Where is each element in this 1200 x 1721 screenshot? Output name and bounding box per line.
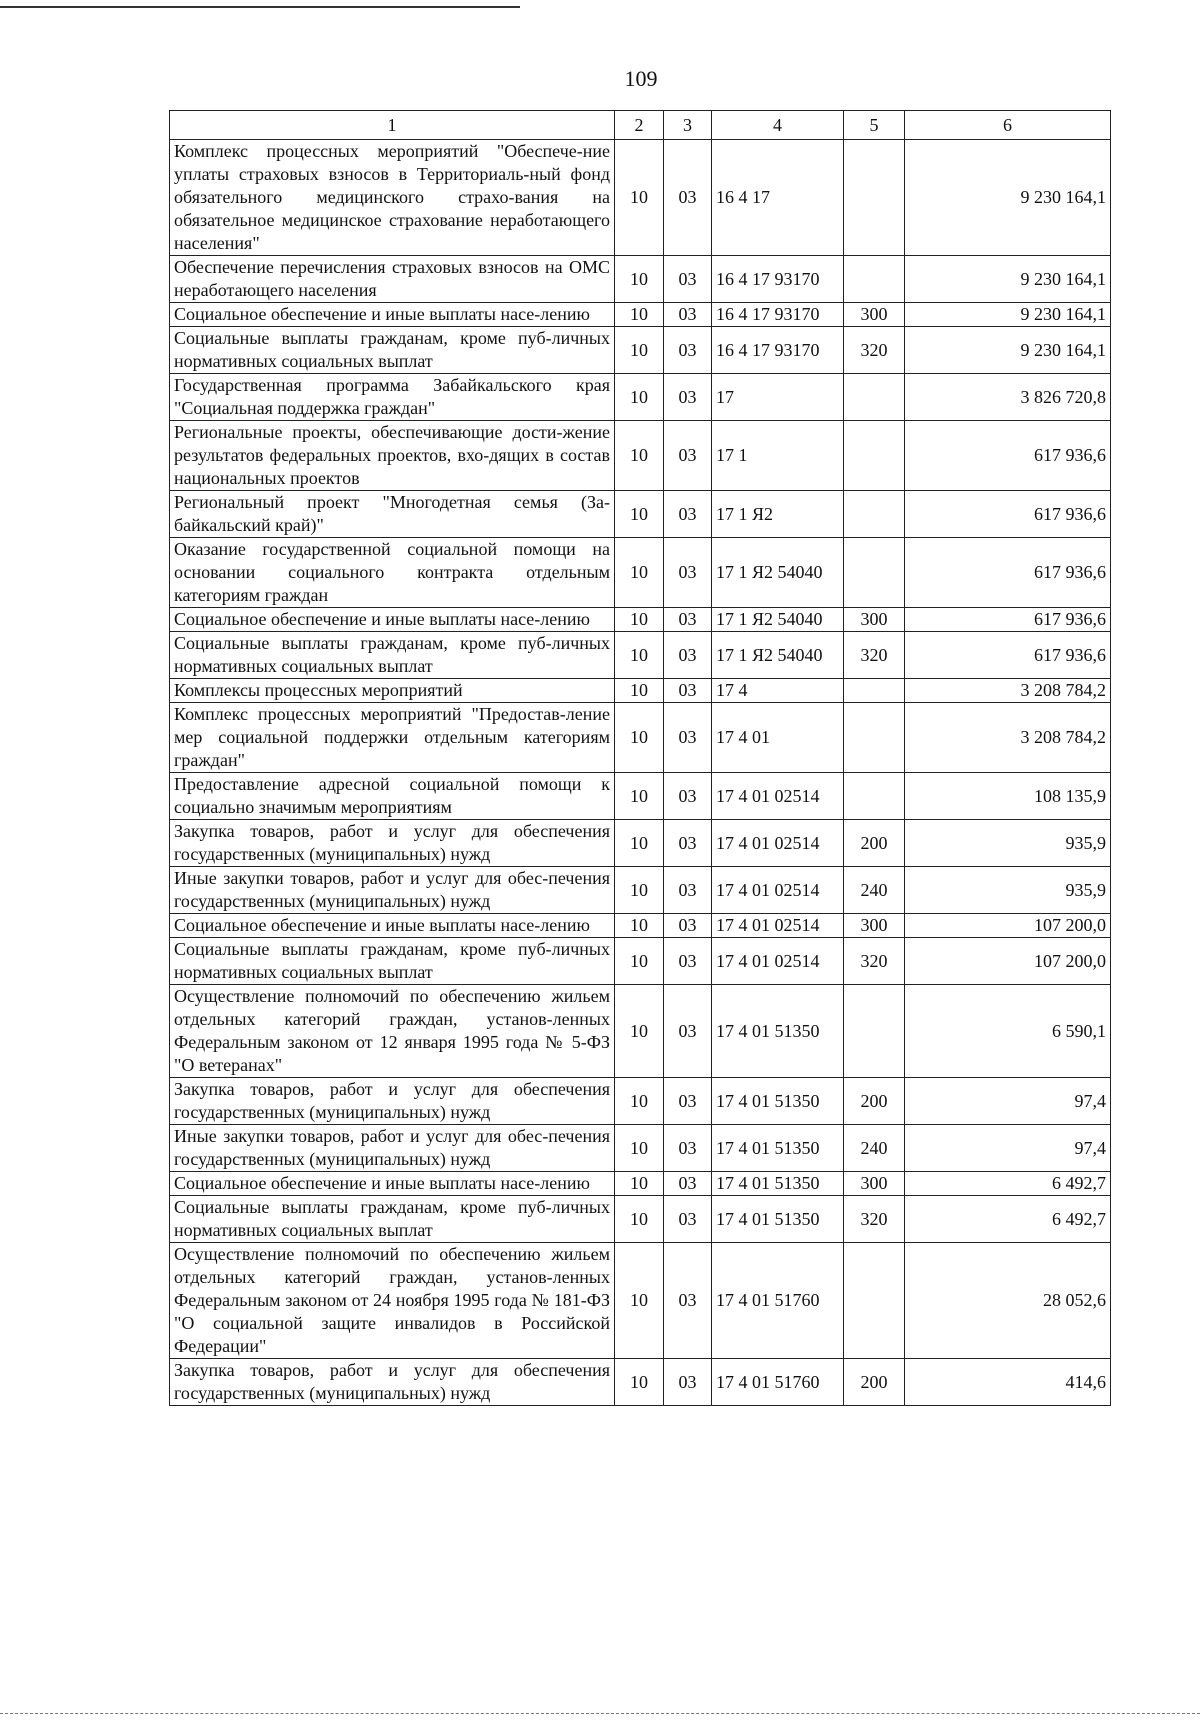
row-section: 10: [615, 867, 664, 914]
scan-edge-bottom: [0, 1713, 1200, 1714]
row-name: Иные закупки товаров, работ и услуг для обес-печения государственных (муниципальных) нужд: [170, 1125, 615, 1172]
row-target-article: 16 4 17 93170: [712, 303, 844, 327]
row-name: Комплекс процессных мероприятий "Предостав-ление мер социальной поддержки отдельным категориям граждан": [170, 703, 615, 773]
row-section: 10: [615, 632, 664, 679]
row-name: Обеспечение перечисления страховых взносов на ОМС неработающего населения: [170, 256, 615, 303]
row-target-article: 17 1 Я2 54040: [712, 608, 844, 632]
row-subsection: 03: [664, 1243, 712, 1359]
table-row: [170, 914, 1111, 938]
budget-table: [169, 110, 1111, 1406]
row-subsection: 03: [664, 1172, 712, 1196]
table-body: [170, 140, 1111, 1406]
table-row: [170, 538, 1111, 608]
table-row: [170, 1125, 1111, 1172]
row-section: 10: [615, 421, 664, 491]
row-section: 10: [615, 938, 664, 985]
row-amount: 617 936,6: [905, 608, 1111, 632]
row-expense-type: 320: [844, 938, 905, 985]
row-name: Закупка товаров, работ и услуг для обеспечения государственных (муниципальных) нужд: [170, 1078, 615, 1125]
row-name: Осуществление полномочий по обеспечению жильем отдельных категорий граждан, установ-ленных Федеральным законом от 24 ноября 1995 года № 181-ФЗ "О социальной защите инвалидов в Российской Федерации": [170, 1243, 615, 1359]
row-subsection: 03: [664, 303, 712, 327]
row-target-article: 17 4 01 51760: [712, 1243, 844, 1359]
row-subsection: 03: [664, 608, 712, 632]
row-target-article: 16 4 17 93170: [712, 256, 844, 303]
row-expense-type: [844, 491, 905, 538]
row-expense-type: 240: [844, 867, 905, 914]
table-row: [170, 703, 1111, 773]
row-expense-type: [844, 421, 905, 491]
table-row: [170, 327, 1111, 374]
table-row: [170, 773, 1111, 820]
row-name: Комплексы процессных мероприятий: [170, 679, 615, 703]
table-row: [170, 303, 1111, 327]
row-name: Социальное обеспечение и иные выплаты насе-лению: [170, 1172, 615, 1196]
table-row: [170, 985, 1111, 1078]
row-subsection: 03: [664, 985, 712, 1078]
row-target-article: 17: [712, 374, 844, 421]
row-subsection: 03: [664, 374, 712, 421]
col-header-3: 3: [664, 111, 712, 140]
row-section: 10: [615, 1359, 664, 1406]
col-header-4: 4: [712, 111, 844, 140]
row-expense-type: [844, 538, 905, 608]
table-row: [170, 608, 1111, 632]
row-amount: 9 230 164,1: [905, 327, 1111, 374]
row-section: 10: [615, 1196, 664, 1243]
scan-edge-top: [0, 6, 520, 8]
row-subsection: 03: [664, 1078, 712, 1125]
table-row: [170, 491, 1111, 538]
row-expense-type: 300: [844, 914, 905, 938]
row-section: 10: [615, 327, 664, 374]
row-target-article: 17 4 01 51760: [712, 1359, 844, 1406]
row-amount: 617 936,6: [905, 632, 1111, 679]
row-target-article: 17 4 01 02514: [712, 938, 844, 985]
row-expense-type: [844, 374, 905, 421]
table-row: [170, 1359, 1111, 1406]
row-name: Социальные выплаты гражданам, кроме пуб-личных нормативных социальных выплат: [170, 1196, 615, 1243]
row-amount: 9 230 164,1: [905, 140, 1111, 256]
row-section: 10: [615, 538, 664, 608]
row-target-article: 17 4 01 51350: [712, 1172, 844, 1196]
row-subsection: 03: [664, 491, 712, 538]
row-section: 10: [615, 256, 664, 303]
col-header-5: 5: [844, 111, 905, 140]
row-amount: 28 052,6: [905, 1243, 1111, 1359]
row-expense-type: 200: [844, 1078, 905, 1125]
row-subsection: 03: [664, 773, 712, 820]
row-name: Комплекс процессных мероприятий "Обеспече-ние уплаты страховых взносов в Территориаль-ный фонд обязательного медицинского страхо-вания на обязательное медицинское страхование неработающего населения": [170, 140, 615, 256]
page-number: 109: [624, 66, 658, 91]
row-amount: 617 936,6: [905, 538, 1111, 608]
row-name: Социальные выплаты гражданам, кроме пуб-личных нормативных социальных выплат: [170, 632, 615, 679]
row-amount: 935,9: [905, 867, 1111, 914]
row-section: 10: [615, 1172, 664, 1196]
row-target-article: 17 1: [712, 421, 844, 491]
row-amount: 107 200,0: [905, 938, 1111, 985]
row-name: Оказание государственной социальной помощи на основании социального контракта отдельным категориям граждан: [170, 538, 615, 608]
row-target-article: 17 1 Я2: [712, 491, 844, 538]
row-amount: 414,6: [905, 1359, 1111, 1406]
row-subsection: 03: [664, 632, 712, 679]
row-target-article: 17 4 01 51350: [712, 1196, 844, 1243]
row-amount: 97,4: [905, 1125, 1111, 1172]
row-expense-type: [844, 1243, 905, 1359]
row-amount: 9 230 164,1: [905, 256, 1111, 303]
col-header-6: 6: [905, 111, 1111, 140]
row-expense-type: [844, 140, 905, 256]
row-target-article: 17 4 01: [712, 703, 844, 773]
row-amount: 3 208 784,2: [905, 679, 1111, 703]
row-name: Региональный проект "Многодетная семья (За-байкальский край)": [170, 491, 615, 538]
row-amount: 9 230 164,1: [905, 303, 1111, 327]
row-amount: 6 590,1: [905, 985, 1111, 1078]
row-name: Социальное обеспечение и иные выплаты насе-лению: [170, 914, 615, 938]
row-target-article: 17 4 01 51350: [712, 985, 844, 1078]
col-header-2: 2: [615, 111, 664, 140]
row-expense-type: [844, 985, 905, 1078]
table-row: [170, 256, 1111, 303]
row-subsection: 03: [664, 1196, 712, 1243]
row-section: 10: [615, 374, 664, 421]
row-amount: 3 826 720,8: [905, 374, 1111, 421]
row-expense-type: 300: [844, 608, 905, 632]
table-row: [170, 938, 1111, 985]
row-expense-type: 320: [844, 632, 905, 679]
row-target-article: 17 4: [712, 679, 844, 703]
row-target-article: 17 4 01 02514: [712, 820, 844, 867]
row-target-article: 17 1 Я2 54040: [712, 632, 844, 679]
row-name: Осуществление полномочий по обеспечению жильем отдельных категорий граждан, установ-ленных Федеральным законом от 12 января 1995 года № 5-ФЗ "О ветеранах": [170, 985, 615, 1078]
row-target-article: 17 4 01 02514: [712, 914, 844, 938]
row-expense-type: [844, 703, 905, 773]
row-subsection: 03: [664, 421, 712, 491]
row-target-article: 16 4 17: [712, 140, 844, 256]
row-section: 10: [615, 140, 664, 256]
row-expense-type: 240: [844, 1125, 905, 1172]
row-amount: 6 492,7: [905, 1172, 1111, 1196]
row-subsection: 03: [664, 538, 712, 608]
header-row: [170, 111, 1111, 140]
row-amount: 617 936,6: [905, 421, 1111, 491]
row-name: Предоставление адресной социальной помощи к социально значимым мероприятиям: [170, 773, 615, 820]
row-section: 10: [615, 773, 664, 820]
row-expense-type: 200: [844, 820, 905, 867]
table-row: [170, 1243, 1111, 1359]
row-subsection: 03: [664, 140, 712, 256]
row-section: 10: [615, 703, 664, 773]
row-subsection: 03: [664, 703, 712, 773]
row-expense-type: 320: [844, 1196, 905, 1243]
row-target-article: 16 4 17 93170: [712, 327, 844, 374]
row-subsection: 03: [664, 914, 712, 938]
row-subsection: 03: [664, 867, 712, 914]
table-row: [170, 632, 1111, 679]
row-subsection: 03: [664, 820, 712, 867]
row-amount: 617 936,6: [905, 491, 1111, 538]
row-subsection: 03: [664, 256, 712, 303]
table-row: [170, 1196, 1111, 1243]
row-subsection: 03: [664, 938, 712, 985]
row-expense-type: 320: [844, 327, 905, 374]
row-target-article: 17 4 01 02514: [712, 867, 844, 914]
row-subsection: 03: [664, 1125, 712, 1172]
row-target-article: 17 1 Я2 54040: [712, 538, 844, 608]
row-section: 10: [615, 820, 664, 867]
table-row: [170, 1078, 1111, 1125]
row-expense-type: [844, 773, 905, 820]
table-header: [170, 111, 1111, 140]
row-section: 10: [615, 679, 664, 703]
row-name: Региональные проекты, обеспечивающие дости-жение результатов федеральных проектов, вхо-дящих в состав национальных проектов: [170, 421, 615, 491]
row-section: 10: [615, 608, 664, 632]
row-expense-type: 300: [844, 303, 905, 327]
row-section: 10: [615, 1078, 664, 1125]
row-target-article: 17 4 01 51350: [712, 1078, 844, 1125]
table-row: [170, 867, 1111, 914]
table-row: [170, 820, 1111, 867]
row-section: 10: [615, 1125, 664, 1172]
row-section: 10: [615, 303, 664, 327]
table-row: [170, 140, 1111, 256]
row-subsection: 03: [664, 1359, 712, 1406]
table-row: [170, 1172, 1111, 1196]
row-expense-type: [844, 256, 905, 303]
row-name: Закупка товаров, работ и услуг для обеспечения государственных (муниципальных) нужд: [170, 1359, 615, 1406]
row-amount: 3 208 784,2: [905, 703, 1111, 773]
table-row: [170, 679, 1111, 703]
row-name: Закупка товаров, работ и услуг для обеспечения государственных (муниципальных) нужд: [170, 820, 615, 867]
row-name: Социальные выплаты гражданам, кроме пуб-личных нормативных социальных выплат: [170, 327, 615, 374]
row-expense-type: [844, 679, 905, 703]
row-subsection: 03: [664, 327, 712, 374]
row-name: Социальное обеспечение и иные выплаты насе-лению: [170, 608, 615, 632]
row-section: 10: [615, 985, 664, 1078]
row-section: 10: [615, 914, 664, 938]
table-row: [170, 421, 1111, 491]
row-section: 10: [615, 1243, 664, 1359]
row-section: 10: [615, 491, 664, 538]
row-target-article: 17 4 01 51350: [712, 1125, 844, 1172]
row-amount: 107 200,0: [905, 914, 1111, 938]
row-target-article: 17 4 01 02514: [712, 773, 844, 820]
row-amount: 935,9: [905, 820, 1111, 867]
row-amount: 6 492,7: [905, 1196, 1111, 1243]
row-expense-type: 200: [844, 1359, 905, 1406]
row-name: Иные закупки товаров, работ и услуг для обес-печения государственных (муниципальных) нужд: [170, 867, 615, 914]
row-subsection: 03: [664, 679, 712, 703]
row-name: Социальные выплаты гражданам, кроме пуб-личных нормативных социальных выплат: [170, 938, 615, 985]
row-amount: 108 135,9: [905, 773, 1111, 820]
row-amount: 97,4: [905, 1078, 1111, 1125]
row-name: Социальное обеспечение и иные выплаты насе-лению: [170, 303, 615, 327]
col-header-1: 1: [170, 111, 615, 140]
row-expense-type: 300: [844, 1172, 905, 1196]
row-name: Государственная программа Забайкальского края "Социальная поддержка граждан": [170, 374, 615, 421]
table-row: [170, 374, 1111, 421]
